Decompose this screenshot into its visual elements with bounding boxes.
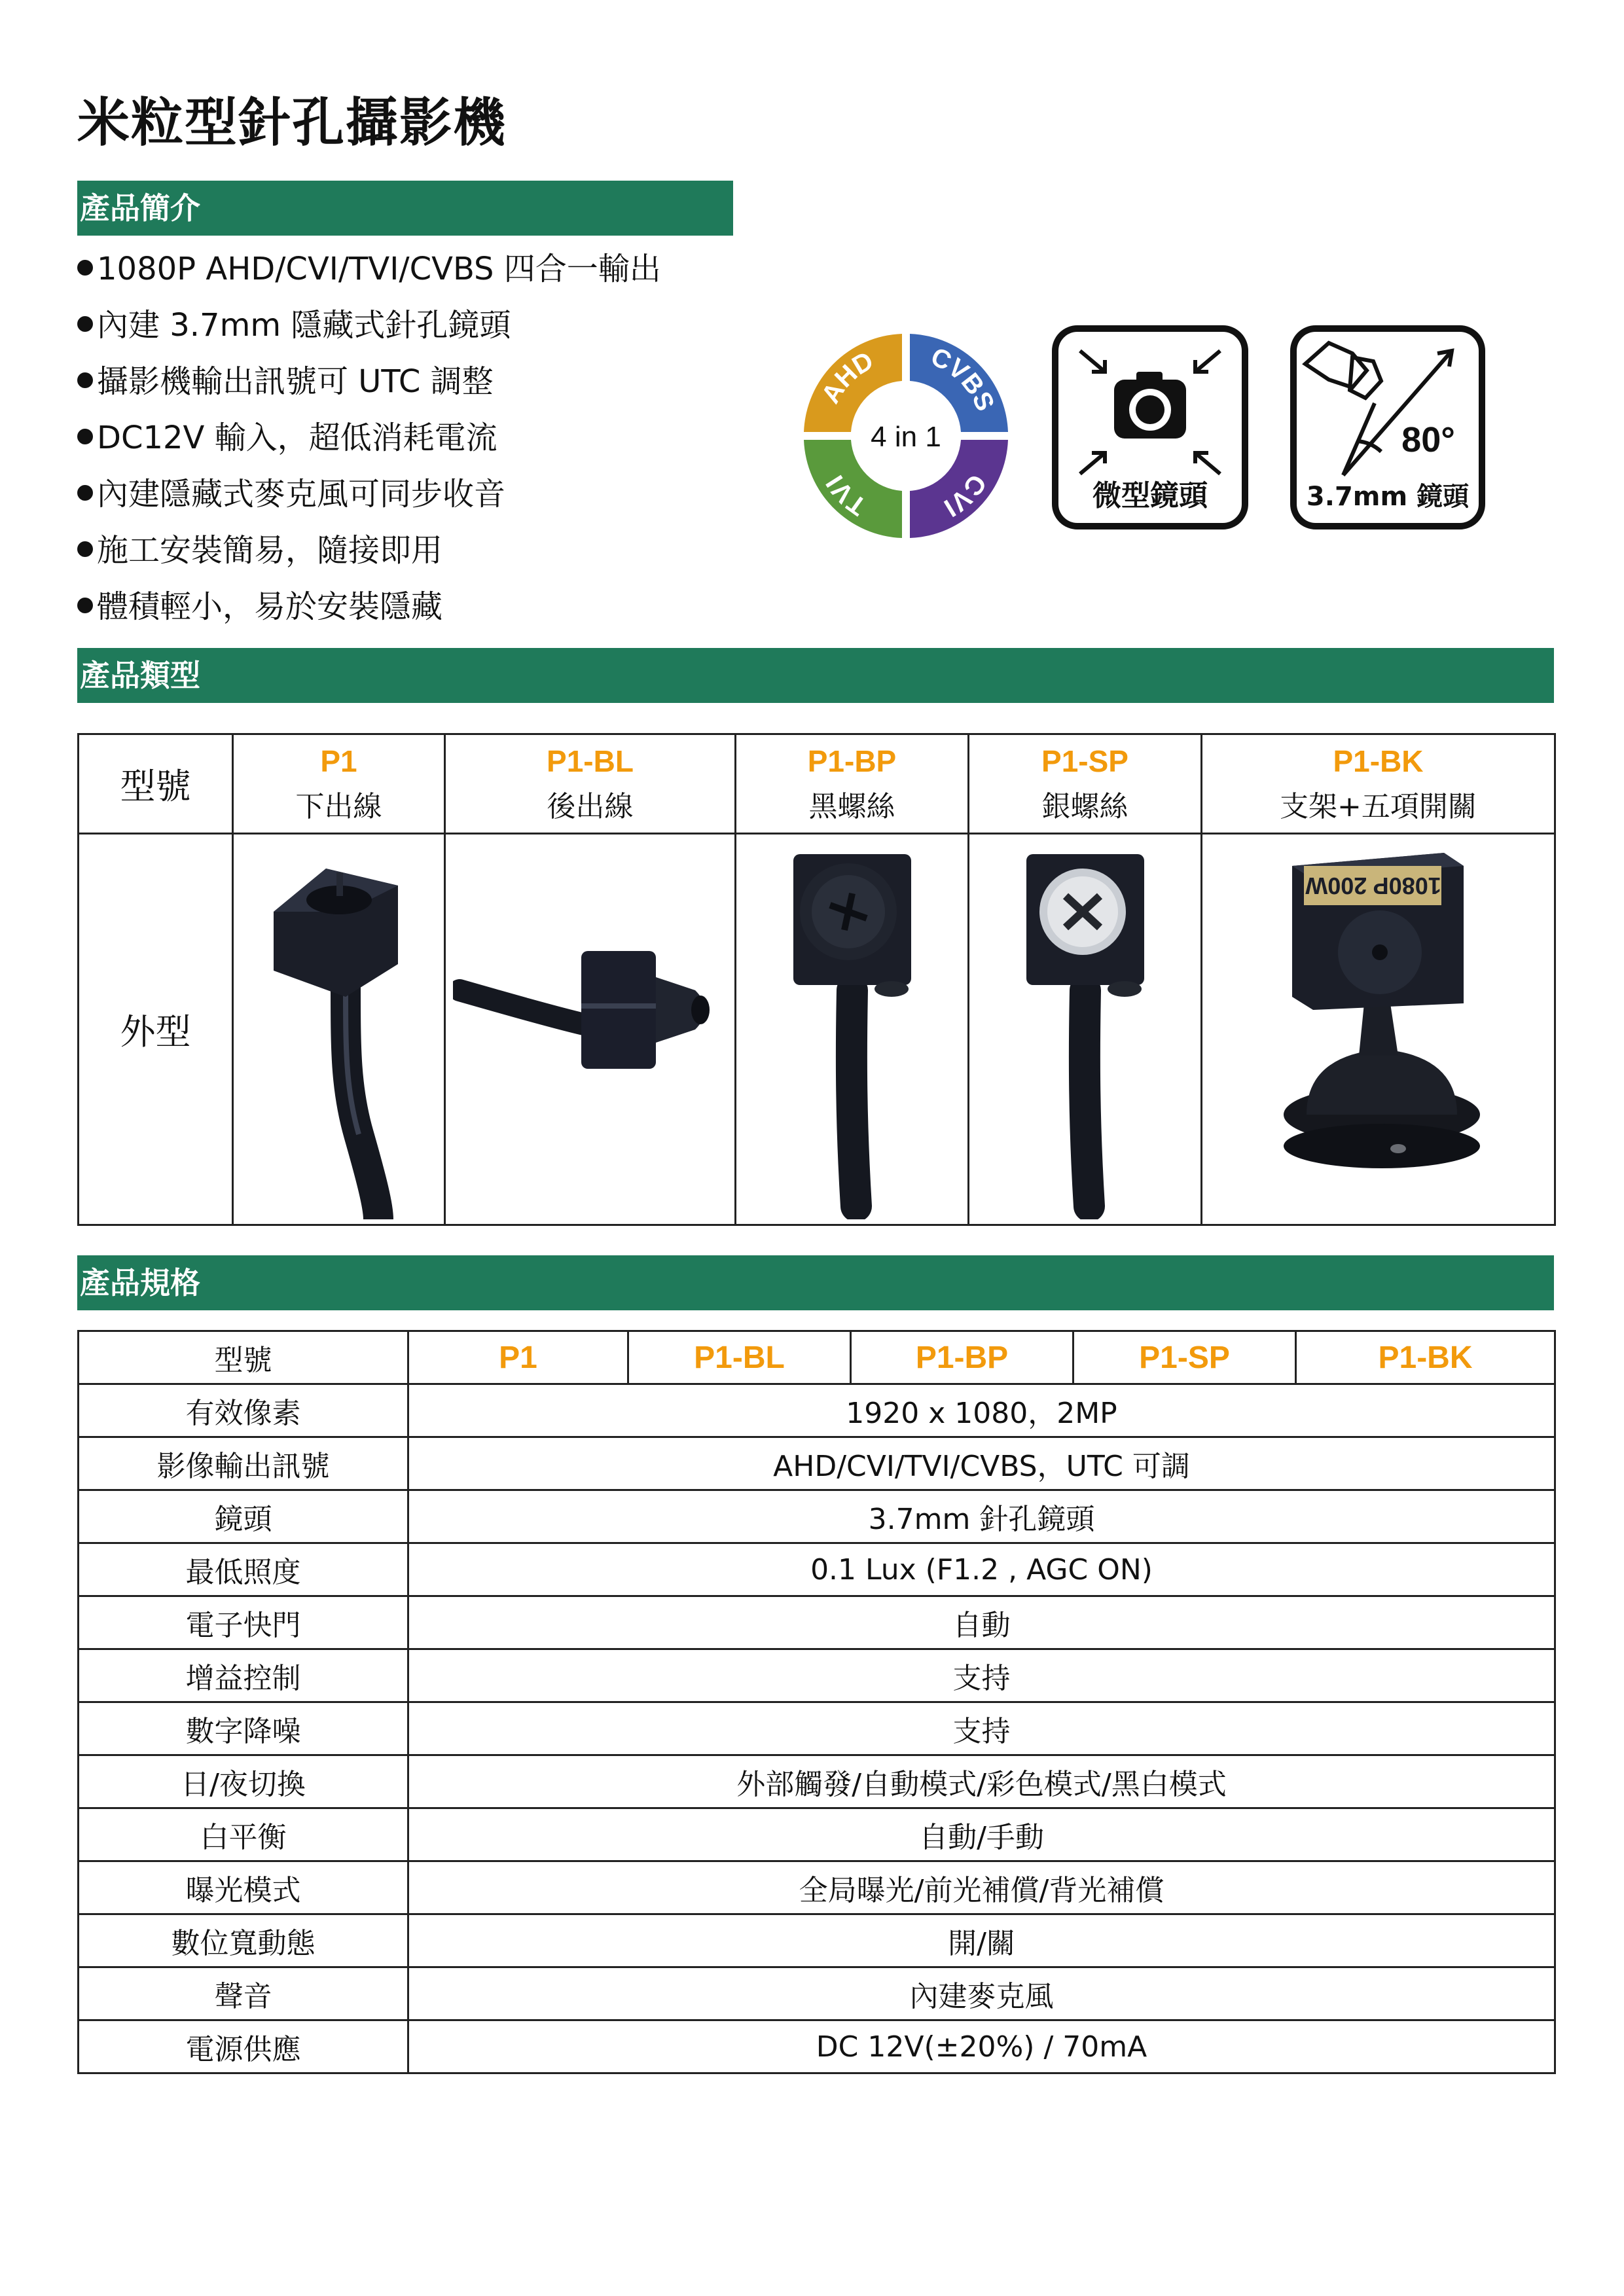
- feature-list: [77, 241, 661, 635]
- model-code: P1-SP: [1041, 744, 1128, 778]
- feature-item: 內建隱藏式麥克風可同步收音: [77, 466, 661, 522]
- appearance-label: 外型: [79, 834, 233, 1225]
- spec-row: [79, 1649, 1555, 1702]
- section-intro-header: 產品簡介: [77, 181, 733, 236]
- model-code: P1: [320, 744, 357, 778]
- spec-label: 白平衡: [79, 1808, 408, 1861]
- camera-p1-bk-image: [1267, 840, 1490, 1219]
- feature-item: 1080P AHD/CVI/TVI/CVBS 四合一輸出: [77, 241, 661, 297]
- spec-value: 3.7mm 針孔鏡頭: [408, 1490, 1555, 1543]
- bk-label-text: 1080P 200W: [1305, 872, 1441, 899]
- model-desc: 下出線: [295, 789, 382, 823]
- camera-p1-image: [247, 840, 431, 1219]
- spec-value: 開/關: [408, 1914, 1555, 1967]
- spec-value: DC 12V(±20%) / 70mA: [408, 2020, 1555, 2073]
- camera-icon: [1114, 372, 1186, 439]
- feature-item: 體積輕小，易於安裝隱藏: [77, 579, 661, 635]
- spec-value: 0.1 Lux (F1.2 , AGC ON): [408, 1543, 1555, 1596]
- spec-label: 曝光模式: [79, 1861, 408, 1914]
- spec-value: 自動: [408, 1596, 1555, 1649]
- type-model-p1: [233, 734, 445, 834]
- spec-label: 影像輸出訊號: [79, 1437, 408, 1490]
- spec-label: 有效像素: [79, 1384, 408, 1437]
- spec-value: 全局曝光/前光補償/背光補償: [408, 1861, 1555, 1914]
- feature-item: 施工安裝簡易，隨接即用: [77, 522, 661, 579]
- type-table: [77, 733, 1556, 1226]
- model-code: P1-BP: [807, 744, 897, 778]
- spec-row: [79, 1384, 1555, 1437]
- photo-p1-bl: [445, 834, 736, 1225]
- spec-row: [79, 1967, 1555, 2020]
- model-code: P1-BL: [547, 744, 634, 778]
- spec-value: 自動/手動: [408, 1808, 1555, 1861]
- spec-value: 內建麥克風: [408, 1967, 1555, 2020]
- type-model-p1-bl: [445, 734, 736, 834]
- four-in-one-center: 4 in 1: [871, 421, 941, 453]
- spec-label: 日/夜切換: [79, 1755, 408, 1808]
- type-model-p1-bp: [736, 734, 969, 834]
- spec-model-p1-sp: P1-SP: [1074, 1331, 1296, 1384]
- spec-label: 聲音: [79, 1967, 408, 2020]
- photo-p1-bk: [1202, 834, 1555, 1225]
- spec-row: [79, 1755, 1555, 1808]
- feature-item: 內建 3.7mm 隱藏式針孔鏡頭: [77, 297, 661, 353]
- spec-table: [77, 1330, 1556, 2074]
- spec-label: 鏡頭: [79, 1490, 408, 1543]
- spec-label: 電子快門: [79, 1596, 408, 1649]
- spec-model-p1-bp: P1-BP: [851, 1331, 1074, 1384]
- model-label: 型號: [79, 734, 233, 834]
- model-desc: 後出線: [547, 789, 634, 823]
- spec-model-p1-bl: P1-BL: [628, 1331, 851, 1384]
- spec-row: [79, 1596, 1555, 1649]
- spec-model-p1: P1: [408, 1331, 628, 1384]
- spec-row: [79, 1808, 1555, 1861]
- spec-row: [79, 1702, 1555, 1755]
- type-model-p1-sp: [969, 734, 1202, 834]
- spec-model-p1-bk: P1-BK: [1296, 1331, 1555, 1384]
- camera-p1-sp-image: [974, 840, 1197, 1219]
- photo-p1-sp: [969, 834, 1202, 1225]
- micro-lens-badge: [1051, 325, 1249, 530]
- spec-value: 支持: [408, 1649, 1555, 1702]
- spec-row: [79, 1490, 1555, 1543]
- spec-row: [79, 1543, 1555, 1596]
- spec-label: 電源供應: [79, 2020, 408, 2073]
- spec-row: [79, 1437, 1555, 1490]
- four-in-one-badge: [797, 327, 1015, 545]
- spec-row: [79, 1914, 1555, 1967]
- feature-item: 攝影機輸出訊號可 UTC 調整: [77, 353, 661, 410]
- spec-label: 數字降噪: [79, 1702, 408, 1755]
- model-code: P1-BK: [1333, 744, 1424, 778]
- spec-row: [79, 1861, 1555, 1914]
- seg-cvbs: CVBS: [926, 342, 1000, 416]
- micro-lens-label: 微型鏡頭: [1092, 479, 1208, 512]
- photo-p1-bp: [736, 834, 969, 1225]
- seg-tvi: TVI: [820, 470, 872, 521]
- feature-item: DC12V 輸入，超低消耗電流: [77, 410, 661, 466]
- angle-degrees: 80°: [1401, 420, 1455, 459]
- spec-label: 最低照度: [79, 1543, 408, 1596]
- model-desc: 黑螺絲: [808, 789, 895, 823]
- angle-badge: [1290, 325, 1486, 530]
- spec-value: 外部觸發/自動模式/彩色模式/黑白模式: [408, 1755, 1555, 1808]
- seg-ahd: AHD: [816, 346, 878, 408]
- angle-lens-label: 3.7mm 鏡頭: [1306, 482, 1470, 512]
- spec-row: [79, 2020, 1555, 2073]
- spec-header-row: [79, 1331, 1555, 1384]
- camera-p1-bl-image: [453, 840, 728, 1219]
- spec-value: AHD/CVI/TVI/CVBS，UTC 可調: [408, 1437, 1555, 1490]
- spec-header-label: 型號: [79, 1331, 408, 1384]
- page-title: 米粒型針孔攝影機: [77, 92, 507, 153]
- type-model-p1-bk: [1202, 734, 1555, 834]
- camera-p1-bp-image: [741, 840, 964, 1219]
- section-specs-header: 產品規格: [77, 1255, 1554, 1310]
- photo-p1: [233, 834, 445, 1225]
- seg-cvi: CVI: [939, 469, 992, 522]
- model-desc: 支架+五項開關: [1280, 789, 1477, 823]
- section-types-header: 產品類型: [77, 648, 1554, 703]
- spec-label: 增益控制: [79, 1649, 408, 1702]
- spec-label: 數位寬動態: [79, 1914, 408, 1967]
- spec-value: 支持: [408, 1702, 1555, 1755]
- spec-value: 1920 x 1080，2MP: [408, 1384, 1555, 1437]
- model-desc: 銀螺絲: [1041, 789, 1128, 823]
